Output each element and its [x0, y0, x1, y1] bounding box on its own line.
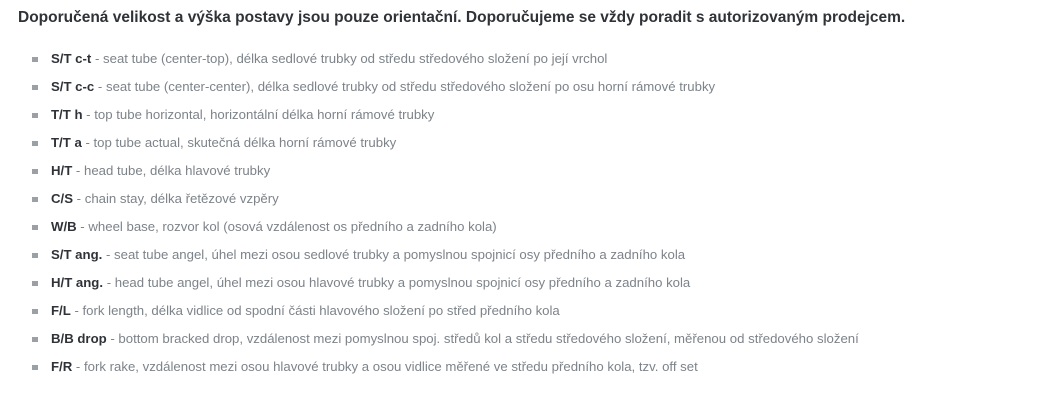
term-separator: - — [76, 219, 89, 234]
term-separator: - — [102, 247, 115, 262]
term-item — [32, 101, 1038, 129]
term-separator: - — [72, 163, 84, 178]
term-item — [32, 297, 1038, 325]
term-item — [32, 213, 1038, 241]
term-abbreviation: F/L — [51, 303, 71, 318]
term-item — [32, 353, 1038, 381]
term-item — [32, 325, 1038, 353]
term-description: seat tube angel, úhel mezi osou sedlové trubky a pomyslnou spojnicí osy předního a zadního kola — [114, 247, 686, 262]
term-item — [32, 269, 1038, 297]
square-bullet-icon — [32, 169, 38, 174]
square-bullet-icon — [32, 57, 38, 62]
term-item — [32, 45, 1038, 73]
term-description: seat tube (center-center), délka sedlové trubky od středu středového složení po osu horní rámové trubky — [105, 79, 716, 94]
square-bullet-icon — [32, 309, 38, 314]
term-separator: - — [103, 275, 115, 290]
term-item — [32, 241, 1038, 269]
term-separator: - — [94, 79, 106, 94]
term-description: bottom bracked drop, vzdálenost mezi pomyslnou spoj. středů kol a středu středového složení, měřenou od středového složení — [118, 331, 859, 346]
intro-note: Doporučená velikost a výška postavy jsou pouze orientační. Doporučujeme se vždy poradit s autorizovaným prodejcem. — [18, 9, 906, 26]
square-bullet-icon — [32, 225, 38, 230]
term-item — [32, 129, 1038, 157]
square-bullet-icon — [32, 85, 38, 90]
term-abbreviation: H/T ang. — [51, 275, 104, 290]
term-separator: - — [70, 303, 83, 318]
term-abbreviation: H/T — [51, 163, 73, 178]
term-description: head tube angel, úhel mezi osou hlavové trubky a pomyslnou spojnicí osy předního a zadního kola — [114, 275, 691, 290]
square-bullet-icon — [32, 253, 38, 258]
term-abbreviation: W/B — [51, 219, 77, 234]
square-bullet-icon — [32, 113, 38, 118]
term-separator: - — [81, 135, 94, 150]
term-abbreviation: F/R — [51, 359, 73, 374]
term-description: top tube actual, skutečná délka horní rámové trubky — [93, 135, 397, 150]
term-description: seat tube (center-top), délka sedlové trubky od středu středového složení po její vrchol — [103, 51, 608, 66]
term-item — [32, 185, 1038, 213]
term-item — [32, 157, 1038, 185]
term-separator: - — [91, 51, 104, 66]
square-bullet-icon — [32, 365, 38, 370]
term-description: fork rake, vzdálenost mezi osou hlavové trubky a osou vidlice měřené ve středu předního kola, tzv. off set — [83, 359, 698, 374]
square-bullet-icon — [32, 337, 38, 342]
term-abbreviation: B/B drop — [51, 331, 107, 346]
term-description: top tube horizontal, horizontální délka horní rámové trubky — [94, 107, 435, 122]
geometry-notes — [18, 7, 1038, 381]
square-bullet-icon — [32, 141, 38, 146]
term-abbreviation: T/T h — [51, 107, 83, 122]
geometry-term-list — [18, 45, 1038, 381]
term-separator: - — [72, 359, 84, 374]
square-bullet-icon — [32, 281, 38, 286]
term-description: fork length, délka vidlice od spodní části hlavového složení po střed předního kola — [82, 303, 560, 318]
term-abbreviation: S/T c-c — [51, 79, 95, 94]
term-abbreviation: T/T a — [51, 135, 82, 150]
term-abbreviation: C/S — [51, 191, 73, 206]
term-abbreviation: S/T ang. — [51, 247, 103, 262]
square-bullet-icon — [32, 197, 38, 202]
term-description: chain stay, délka řetězové vzpěry — [84, 191, 279, 206]
term-separator: - — [106, 331, 119, 346]
term-description: wheel base, rozvor kol (osová vzdálenost os předního a zadního kola) — [88, 219, 497, 234]
term-separator: - — [72, 191, 85, 206]
term-abbreviation: S/T c-t — [51, 51, 92, 66]
term-item — [32, 73, 1038, 101]
term-separator: - — [82, 107, 95, 122]
term-description: head tube, délka hlavové trubky — [83, 163, 271, 178]
